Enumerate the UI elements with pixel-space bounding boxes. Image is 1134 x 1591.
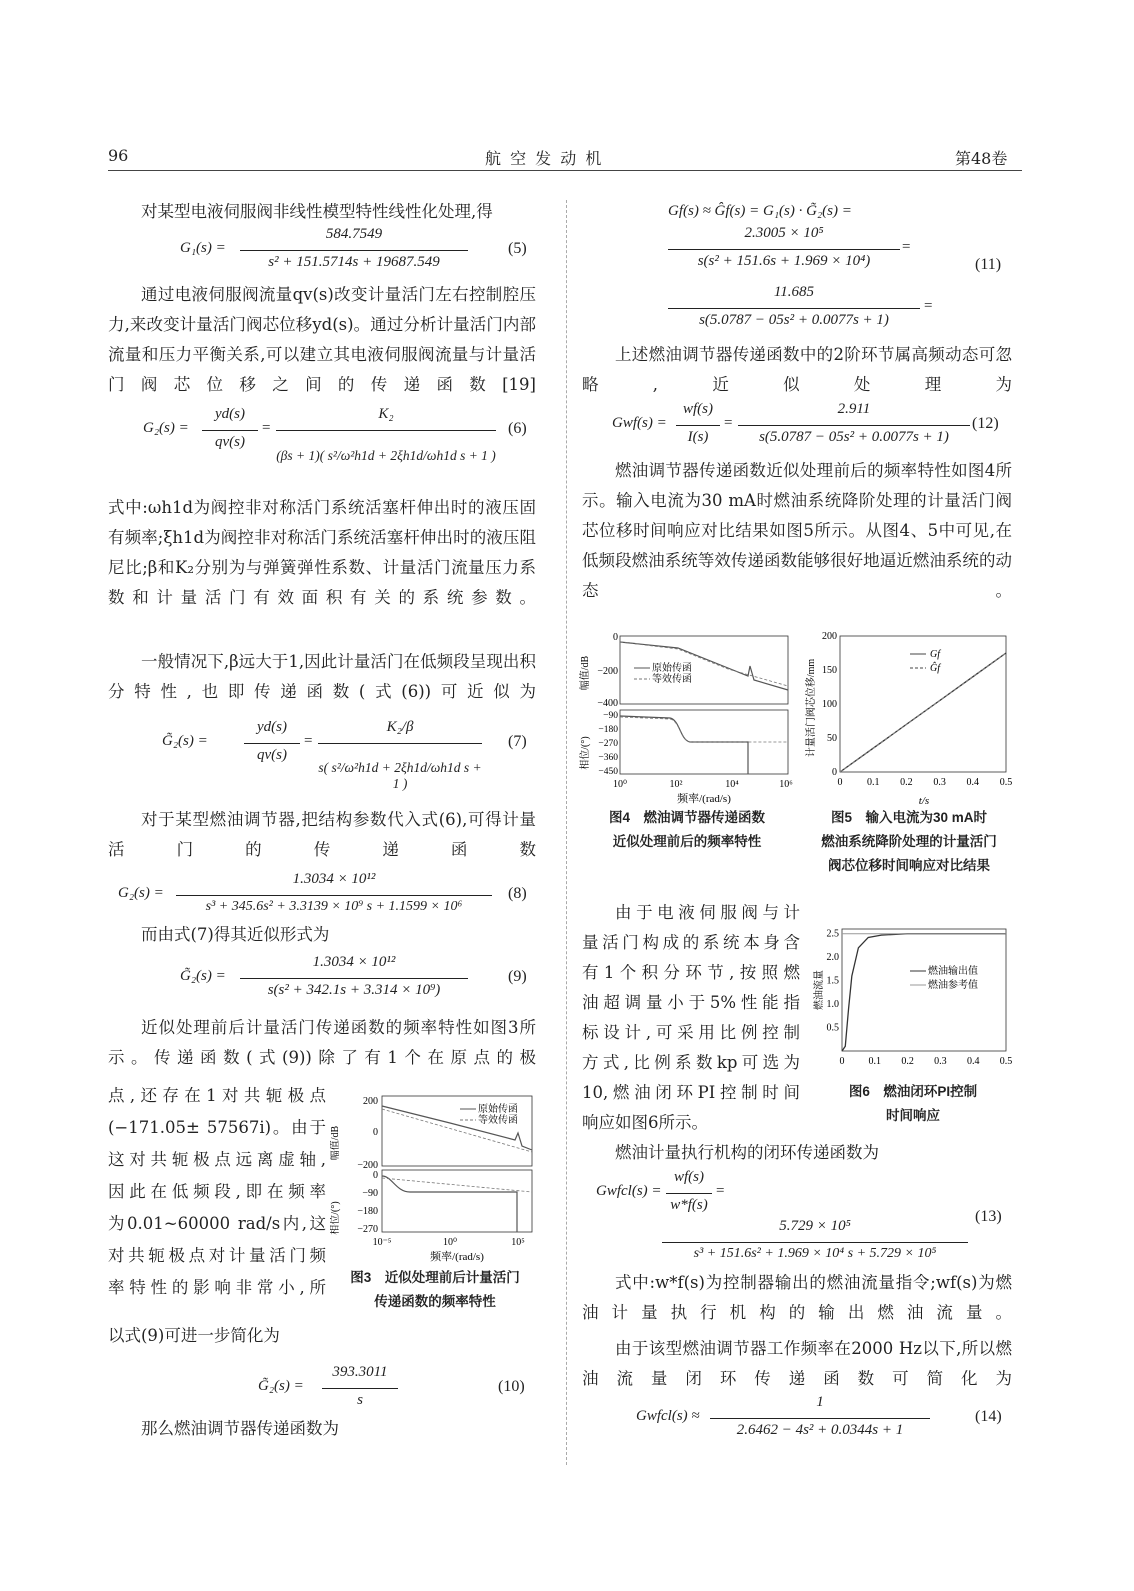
- legend-label: 等效传函: [652, 674, 692, 685]
- x-tick-label: 0.4: [966, 777, 980, 788]
- fraction-bar: [276, 430, 496, 431]
- eq5-lhs: G₁(s) =: [180, 240, 226, 256]
- figure-6: [806, 925, 1016, 1075]
- eq9-number: (9): [508, 968, 527, 985]
- tick: −450: [598, 767, 618, 777]
- paragraph: 近似处理前后计量活门传递函数的频率特性如图3所示。传递函数(式(9))除了有1个在原点的极: [108, 1018, 536, 1067]
- y-tick-label: 100: [822, 699, 837, 710]
- figure-5-caption: 图5 输入电流为30 mA时 燃油系统降阶处理的计量活门 阀芯位移时间响应对比结果: [821, 810, 997, 873]
- tick: −180: [357, 1206, 378, 1217]
- eq13-den: s³ + 151.6s² + 1.969 × 10⁴ s + 5.729 × 10⁵: [693, 1246, 937, 1261]
- x-tick-label: 0.5: [999, 777, 1013, 788]
- fraction-bar: [710, 1418, 930, 1419]
- paragraph: 通过电液伺服阀流量qv(s)改变计量活门左右控制腔压力,来改变计量活门阀芯位移yd(s)。通过分析计量活门内部流量和压力平衡关系,可以建立其电液伺服阀流量与计量活门阀芯位移之间的传递函数[19]: [108, 285, 536, 394]
- fig6-axes: [842, 929, 1006, 1051]
- x-tick-label: 0.2: [900, 777, 913, 788]
- legend-label: Gf: [930, 649, 940, 660]
- fig6-ylabel: 燃油流量: [814, 970, 825, 1010]
- tick: 10²: [669, 779, 683, 790]
- text-line: 因此在低频段,即在频率: [108, 1182, 326, 1201]
- fraction-bar: [202, 430, 258, 431]
- paragraph-wrapped: [582, 898, 800, 1108]
- eq13-lhs: Gwfcl(s) =: [596, 1183, 662, 1199]
- fig5-xlabel: t/s: [918, 795, 930, 807]
- eq6-den: (βs + 1)( s²/ω²h1d + 2ξh1d/ωh1d s + 1 ): [276, 448, 496, 463]
- journal-title: 航 空 发 动 机: [485, 149, 604, 168]
- figure-6-caption: 图6 燃油闭环PI控制 时间响应: [848, 1084, 978, 1123]
- text-line: 点,还存在1对共轭极点: [108, 1086, 326, 1105]
- eq7-mid-den: qv(s): [257, 747, 287, 763]
- series-line: [842, 934, 1006, 1051]
- fig3-xlabel: 频率/(rad/s): [430, 1251, 484, 1263]
- x-tick-label: 0.4: [966, 1056, 980, 1067]
- fig5-ylabel: 计量活门阀芯位移/mm: [806, 658, 817, 758]
- x-tick-label: 0.1: [868, 1056, 882, 1067]
- eq8-lhs: G₂(s) =: [118, 885, 164, 901]
- x-tick-label: 0: [839, 1056, 845, 1067]
- fraction-bar: [738, 425, 970, 426]
- paragraph: 燃油调节器传递函数近似处理前后的频率特性如图4所示。输入电流为30 mA时燃油系统降阶处理的计量活门阀芯位移时间响应对比结果如图5所示。从图4、5中可见,在低频段燃油系统等效传递函数能够很好地逼近燃油系统的动态。: [582, 461, 1012, 600]
- tick: 0: [373, 1127, 378, 1138]
- eq13-mid-num: wf(s): [674, 1169, 704, 1185]
- eq12-mid-num: wf(s): [683, 401, 713, 417]
- y-tick-label: 50: [827, 733, 837, 744]
- fig4-phase-original: [620, 716, 748, 774]
- eq11-den2: s(5.0787 − 05s² + 0.0077s + 1): [699, 312, 889, 328]
- text-line: (−171.05± 57567i)。由于: [108, 1118, 326, 1137]
- y-tick-label: 1.5: [826, 975, 839, 987]
- y-tick-label: 0.5: [826, 1022, 839, 1034]
- tick: 0: [373, 1170, 378, 1181]
- text-line: 这对共轭极点远离虚轴,: [108, 1150, 326, 1169]
- x-tick-label: 0.2: [901, 1056, 914, 1067]
- eq7-mid-num: yd(s): [257, 719, 287, 735]
- legend-label: Ĝf: [930, 663, 940, 674]
- eq12-lhs: Gwf(s) =: [612, 415, 667, 431]
- paragraph: 响应如图6所示。: [582, 1113, 708, 1132]
- y-tick-label: 0: [832, 767, 837, 778]
- paragraph: 式中:w*f(s)为控制器输出的燃油流量指令;wf(s)为燃油计量执行机构的输出燃油流量。: [582, 1273, 1012, 1322]
- text-line: 有1个积分环节,按照燃: [582, 963, 800, 982]
- tick: 200: [363, 1096, 378, 1107]
- eq6-mid-num: yd(s): [215, 406, 245, 422]
- figure-4: [578, 628, 796, 808]
- tick: 10⁰: [442, 1237, 458, 1248]
- eq9-lhs: G̃₂(s) =: [180, 968, 226, 984]
- paragraph: 而由式(7)得其近似形式为: [141, 925, 330, 944]
- x-tick-label: 0.3: [933, 777, 946, 788]
- paragraph-wrapped: [108, 1080, 326, 1304]
- y-tick-label: 2.0: [826, 952, 839, 964]
- fig4-xlabel: 频率/(rad/s): [677, 793, 731, 805]
- paragraph: 上述燃油调节器传递函数中的2阶环节属高频动态可忽略,近似处理为: [582, 345, 1012, 394]
- eq6-mid-den: qv(s): [215, 434, 245, 450]
- eq5-num: 584.7549: [325, 226, 383, 242]
- x-tick-label: 0.1: [866, 777, 880, 788]
- fig3-ylabel-bot: 相位/(°): [330, 1201, 341, 1235]
- y-tick-label: 200: [822, 631, 837, 642]
- figure-5: [800, 628, 1016, 808]
- eq11-den1: s(s² + 151.6s + 1.969 × 10⁴): [697, 253, 871, 269]
- eq6-num: K₂: [378, 406, 394, 422]
- paragraph: 对某型电液伺服阀非线性模型特性线性化处理,得: [141, 202, 493, 221]
- fraction-bar: [666, 1193, 712, 1194]
- eq14-den: 2.6462 − 4s² + 0.0344s + 1: [736, 1422, 904, 1438]
- paragraph: 以式(9)可进一步简化为: [108, 1326, 280, 1345]
- eq6-number: (6): [508, 420, 527, 437]
- fig4-mag-axes: [620, 636, 788, 704]
- column-divider: [566, 200, 567, 1465]
- eq13-num: 5.729 × 10⁵: [779, 1218, 851, 1234]
- eq10-number: (10): [498, 1378, 525, 1395]
- tick: −180: [598, 725, 618, 735]
- eq7-den: s( s²/ω²h1d + 2ξh1d/ωh1d s + 1 ): [318, 760, 482, 791]
- fraction-bar: [240, 978, 468, 979]
- eq13-mid-den: w*f(s): [670, 1197, 708, 1213]
- text-line: 为0.01~60000 rad/s内,这: [108, 1214, 326, 1233]
- text-line: 量活门构成的系统本身含: [582, 933, 800, 952]
- eq11-number: (11): [975, 256, 1002, 273]
- eq12-mid-den: I(s): [687, 429, 709, 445]
- y-tick-label: 150: [822, 665, 837, 676]
- tick: −360: [598, 753, 618, 763]
- fig4-ylabel-top: 幅值/dB: [580, 655, 591, 691]
- figure-3: [330, 1088, 540, 1288]
- tick: 10⁻⁵: [372, 1237, 392, 1248]
- paragraph: 由于该型燃油调节器工作频率在2000 Hz以下,所以燃油流量闭环传递函数可简化为: [582, 1339, 1012, 1388]
- fig4-phase-equivalent: [620, 717, 788, 742]
- figure-3-caption: 图3 近似处理前后计量活门 传递函数的频率特性: [350, 1270, 520, 1309]
- eq10-lhs: G̃₂(s) =: [258, 1378, 304, 1394]
- x-tick-label: 0.3: [934, 1056, 947, 1067]
- eq7-num: K₂/β: [386, 719, 414, 735]
- tick: −90: [603, 711, 618, 721]
- eq8-den: s³ + 345.6s² + 3.3139 × 10⁹ s + 1.1599 × 10⁶: [205, 899, 463, 914]
- fraction-bar: [668, 249, 900, 250]
- tick: −200: [597, 666, 618, 677]
- x-tick-label: 0: [837, 777, 843, 788]
- eq11-num2: 11.685: [773, 284, 815, 300]
- fraction-bar: [676, 425, 720, 426]
- eq10-num: 393.3011: [332, 1364, 388, 1380]
- paragraph: 那么燃油调节器传递函数为: [141, 1419, 339, 1438]
- eq11-num1: 2.3005 × 10⁵: [744, 225, 824, 241]
- fraction-bar: [244, 743, 300, 744]
- eq8-num: 1.3034 × 10¹²: [292, 871, 376, 887]
- fig3-phase-axes: [382, 1170, 532, 1232]
- tick: −270: [598, 739, 618, 749]
- eq9-num: 1.3034 × 10¹²: [312, 954, 396, 970]
- paragraph: 燃油计量执行机构的闭环传递函数为: [615, 1143, 879, 1162]
- fraction-bar: [318, 743, 482, 744]
- legend-label: 燃油参考值: [928, 980, 978, 991]
- tick: −90: [362, 1188, 378, 1199]
- tick: 10⁶: [779, 779, 793, 790]
- tick: 0: [613, 632, 618, 643]
- text-line: 率特性的影响非常小,所: [108, 1278, 326, 1297]
- eq7-number: (7): [508, 733, 527, 750]
- eq14-num: 1: [816, 1394, 824, 1410]
- eq10-den: s: [357, 1392, 363, 1408]
- eq12-den: s(5.0787 − 05s² + 0.0077s + 1): [759, 429, 949, 445]
- tick: −400: [597, 698, 618, 709]
- paragraph: 一般情况下,β远大于1,因此计量活门在低频段呈现出积分特性,也即传递函数(式(6))可近似为: [108, 652, 536, 701]
- eq14-number: (14): [975, 1408, 1002, 1425]
- paragraph: 式中:ωh1d为阀控非对称活门系统活塞杆伸出时的液压固有频率;ξh1d为阀控非对称活门系统活塞杆伸出时的液压阻尼比;β和K₂分别为与弹簧弹性系数、计量活门流量压力系数和计量活门有效面积有关的系统参数。: [108, 498, 536, 607]
- text-line: 标设计,可采用比例控制: [582, 1023, 800, 1042]
- paragraph: 对于某型燃油调节器,把结构参数代入式(6),可得计量活门的传递函数: [108, 810, 536, 859]
- fig4-ylabel-bot: 相位/(°): [580, 736, 591, 770]
- eq5-den: s² + 151.5714s + 19687.549: [268, 254, 440, 270]
- fraction-bar: [176, 895, 492, 896]
- legend-label: 等效传函: [478, 1115, 518, 1126]
- fraction-bar: [240, 250, 468, 251]
- eq11-line1: Gf(s) ≈ Ĝf(s) = G₁(s) · G̃₂(s) =: [668, 203, 852, 219]
- eq12-num: 2.911: [837, 401, 871, 417]
- text-line: 方式,比例系数kp可选为: [582, 1053, 800, 1072]
- legend-label: 原始传函: [652, 663, 692, 674]
- tick: −270: [357, 1224, 378, 1235]
- eq12-number: (12): [972, 415, 999, 432]
- eq9-den: s(s² + 342.1s + 3.314 × 10⁹): [267, 982, 441, 998]
- tick: 10⁴: [725, 779, 739, 790]
- eq8-number: (8): [508, 885, 527, 902]
- eq5-number: (5): [508, 240, 527, 257]
- y-tick-label: 1.0: [826, 999, 839, 1011]
- tick: 10⁰: [612, 779, 628, 790]
- tick: 10⁵: [511, 1237, 525, 1248]
- volume: 第48卷: [955, 149, 1008, 168]
- x-tick-label: 0.5: [999, 1056, 1013, 1067]
- legend-label: 原始传函: [478, 1104, 518, 1115]
- fraction-bar: [668, 308, 920, 309]
- fraction-bar: [322, 1388, 398, 1389]
- text-line: 10,燃油闭环PI控制时间: [582, 1083, 800, 1102]
- fig3-ylabel-top: 幅值/dB: [330, 1125, 341, 1161]
- fraction-bar: [662, 1242, 968, 1243]
- eq14-lhs: Gwfcl(s) ≈: [636, 1408, 700, 1424]
- header-rule: [108, 170, 1022, 171]
- eq7-lhs: G̃₂(s) =: [162, 733, 208, 749]
- eq13-number: (13): [975, 1208, 1002, 1225]
- tick: −200: [357, 1160, 378, 1171]
- figure-4-caption: 图4 燃油调节器传递函数 近似处理前后的频率特性: [608, 810, 765, 849]
- text-line: 对共轭极点对计量活门频: [108, 1246, 326, 1265]
- fig4-mag-original: [620, 642, 788, 690]
- page-number: 96: [108, 146, 129, 165]
- text-line: 由于电液伺服阀与计: [615, 903, 800, 922]
- fig5-axes: [840, 636, 1006, 772]
- eq6-lhs: G₂(s) =: [143, 420, 189, 436]
- fig3-phase-equivalent: [382, 1178, 532, 1192]
- legend-label: 燃油输出值: [928, 966, 978, 977]
- y-tick-label: 2.5: [826, 928, 839, 940]
- text-line: 油超调量小于5%性能指: [582, 993, 800, 1012]
